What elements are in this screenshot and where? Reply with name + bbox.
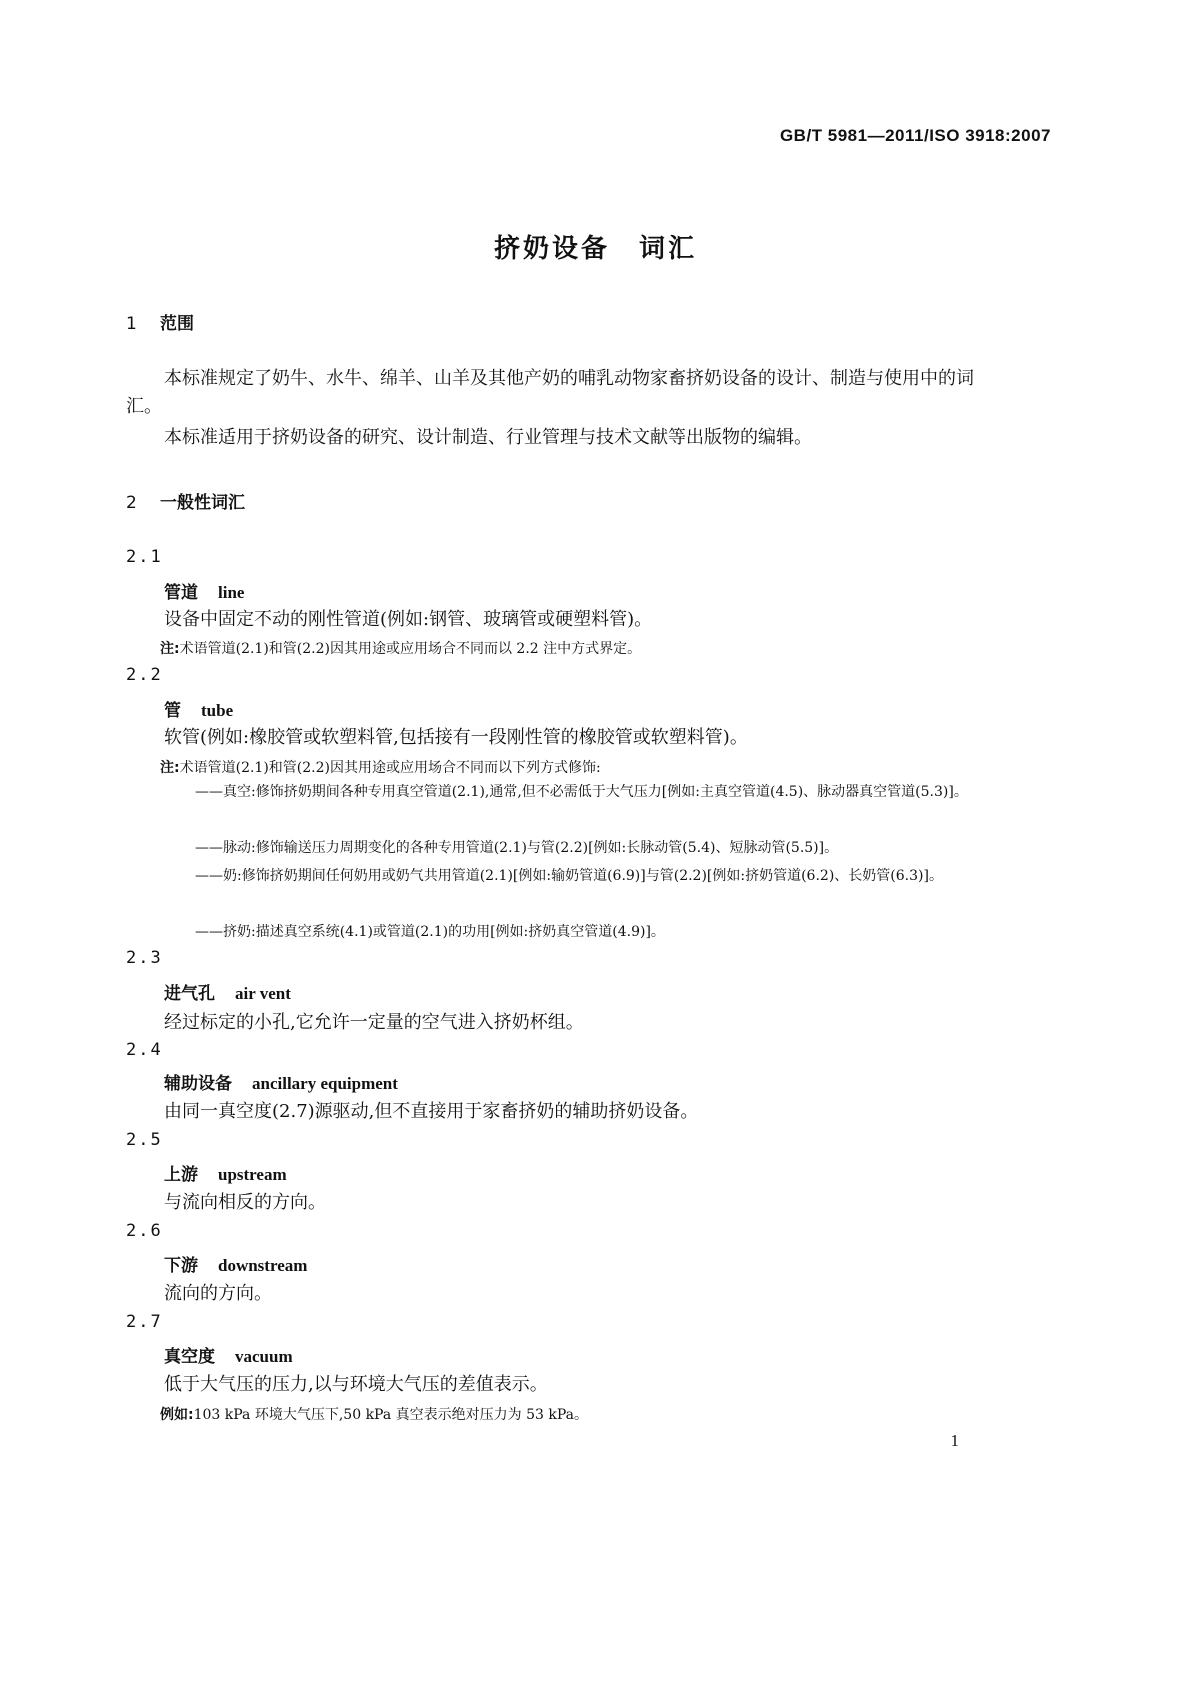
term-number: 2.5: [126, 1130, 163, 1150]
example-text: 103 kPa 环境大气压下,50 kPa 真空表示绝对压力为 53 kPa。: [193, 1407, 588, 1423]
section-title: 范围: [160, 314, 194, 334]
term-en: tube: [201, 701, 234, 720]
note-text: 术语管道(2.1)和管(2.2)因其用途或应用场合不同而以 2.2 注中方式界定。: [179, 641, 642, 657]
example-label: 例如:: [160, 1407, 194, 1423]
term-en: air vent: [235, 984, 291, 1003]
term-zh: 下游: [164, 1256, 198, 1276]
term-number: 2.4: [126, 1040, 163, 1060]
note-label: 注:: [160, 641, 180, 657]
term-heading: [164, 979, 291, 1004]
term-number: 2.7: [126, 1312, 163, 1332]
term-definition: 软管(例如:橡胶管或软塑料管,包括接有一段刚性管的橡胶管或软塑料管)。: [164, 727, 748, 748]
term-en: downstream: [218, 1256, 308, 1275]
scope-paragraph-2: 本标准适用于挤奶设备的研究、设计制造、行业管理与技术文献等出版物的编辑。: [164, 427, 812, 448]
term-heading: [164, 578, 244, 603]
term-zh: 管道: [164, 583, 198, 603]
section-heading-general: [126, 488, 245, 513]
page-number: 1: [950, 1431, 959, 1450]
term-heading: [164, 696, 233, 721]
term-zh: 上游: [164, 1165, 198, 1185]
term-definition: 低于大气压的压力,以与环境大气压的差值表示。: [164, 1374, 548, 1395]
section-title: 一般性词汇: [160, 493, 245, 513]
term-definition: 流向的方向。: [164, 1283, 272, 1304]
standard-code: GB/T 5981—2011/ISO 3918:2007: [779, 126, 1051, 145]
term-en: line: [218, 583, 245, 602]
note-label: 注:: [160, 760, 180, 776]
scope-paragraph-1: 本标准规定了奶牛、水牛、绵羊、山羊及其他产奶的哺乳动物家畜挤奶设备的设计、制造与使用中的词汇。: [126, 368, 974, 417]
term-definition: 与流向相反的方向。: [164, 1192, 326, 1213]
section-number: 1: [126, 314, 137, 334]
document-title: 挤奶设备 词汇: [493, 234, 697, 264]
note-list-item: ——挤奶:描述真空系统(4.1)或管道(2.1)的功用[例如:挤奶真空管道(4.9)]。: [195, 924, 665, 940]
term-heading: [164, 1069, 398, 1094]
note-list-item: ——真空:修饰挤奶期间各种专用真空管道(2.1),通常,但不必需低于大气压力[例如:主真空管道(4.5)、脉动器真空管道(5.3)]。: [195, 784, 968, 800]
note-text: 术语管道(2.1)和管(2.2)因其用途或应用场合不同而以下列方式修饰:: [179, 760, 601, 776]
term-zh: 真空度: [164, 1347, 215, 1367]
note-list-item: ——脉动:修饰输送压力周期变化的各种专用管道(2.1)与管(2.2)[例如:长脉动管(5.4)、短脉动管(5.5)]。: [195, 840, 839, 856]
term-number: 2.3: [126, 948, 163, 968]
term-heading: [164, 1251, 307, 1276]
section-heading-scope: [126, 309, 194, 334]
term-definition: 设备中固定不动的刚性管道(例如:钢管、玻璃管或硬塑料管)。: [164, 609, 653, 630]
term-en: ancillary equipment: [252, 1074, 398, 1093]
term-zh: 进气孔: [164, 984, 215, 1004]
term-definition: 由同一真空度(2.7)源驱动,但不直接用于家畜挤奶的辅助挤奶设备。: [164, 1101, 699, 1122]
term-example: [160, 1404, 588, 1424]
term-zh: 管: [164, 701, 181, 721]
term-number: 2.6: [126, 1221, 163, 1241]
note-list-item: ——奶:修饰挤奶期间任何奶用或奶气共用管道(2.1)[例如:输奶管道(6.9)]与管(2.2)[例如:挤奶管道(6.2)、长奶管(6.3)]。: [195, 868, 943, 884]
term-note: [160, 757, 601, 777]
section-number: 2: [126, 493, 137, 513]
term-en: vacuum: [235, 1347, 293, 1366]
term-number: 2.2: [126, 665, 163, 685]
term-note: [160, 638, 641, 658]
term-number: 2.1: [126, 547, 163, 567]
term-zh: 辅助设备: [164, 1074, 232, 1094]
term-en: upstream: [218, 1165, 287, 1184]
term-heading: [164, 1342, 293, 1367]
term-definition: 经过标定的小孔,它允许一定量的空气进入挤奶杯组。: [164, 1012, 584, 1033]
term-heading: [164, 1160, 287, 1185]
